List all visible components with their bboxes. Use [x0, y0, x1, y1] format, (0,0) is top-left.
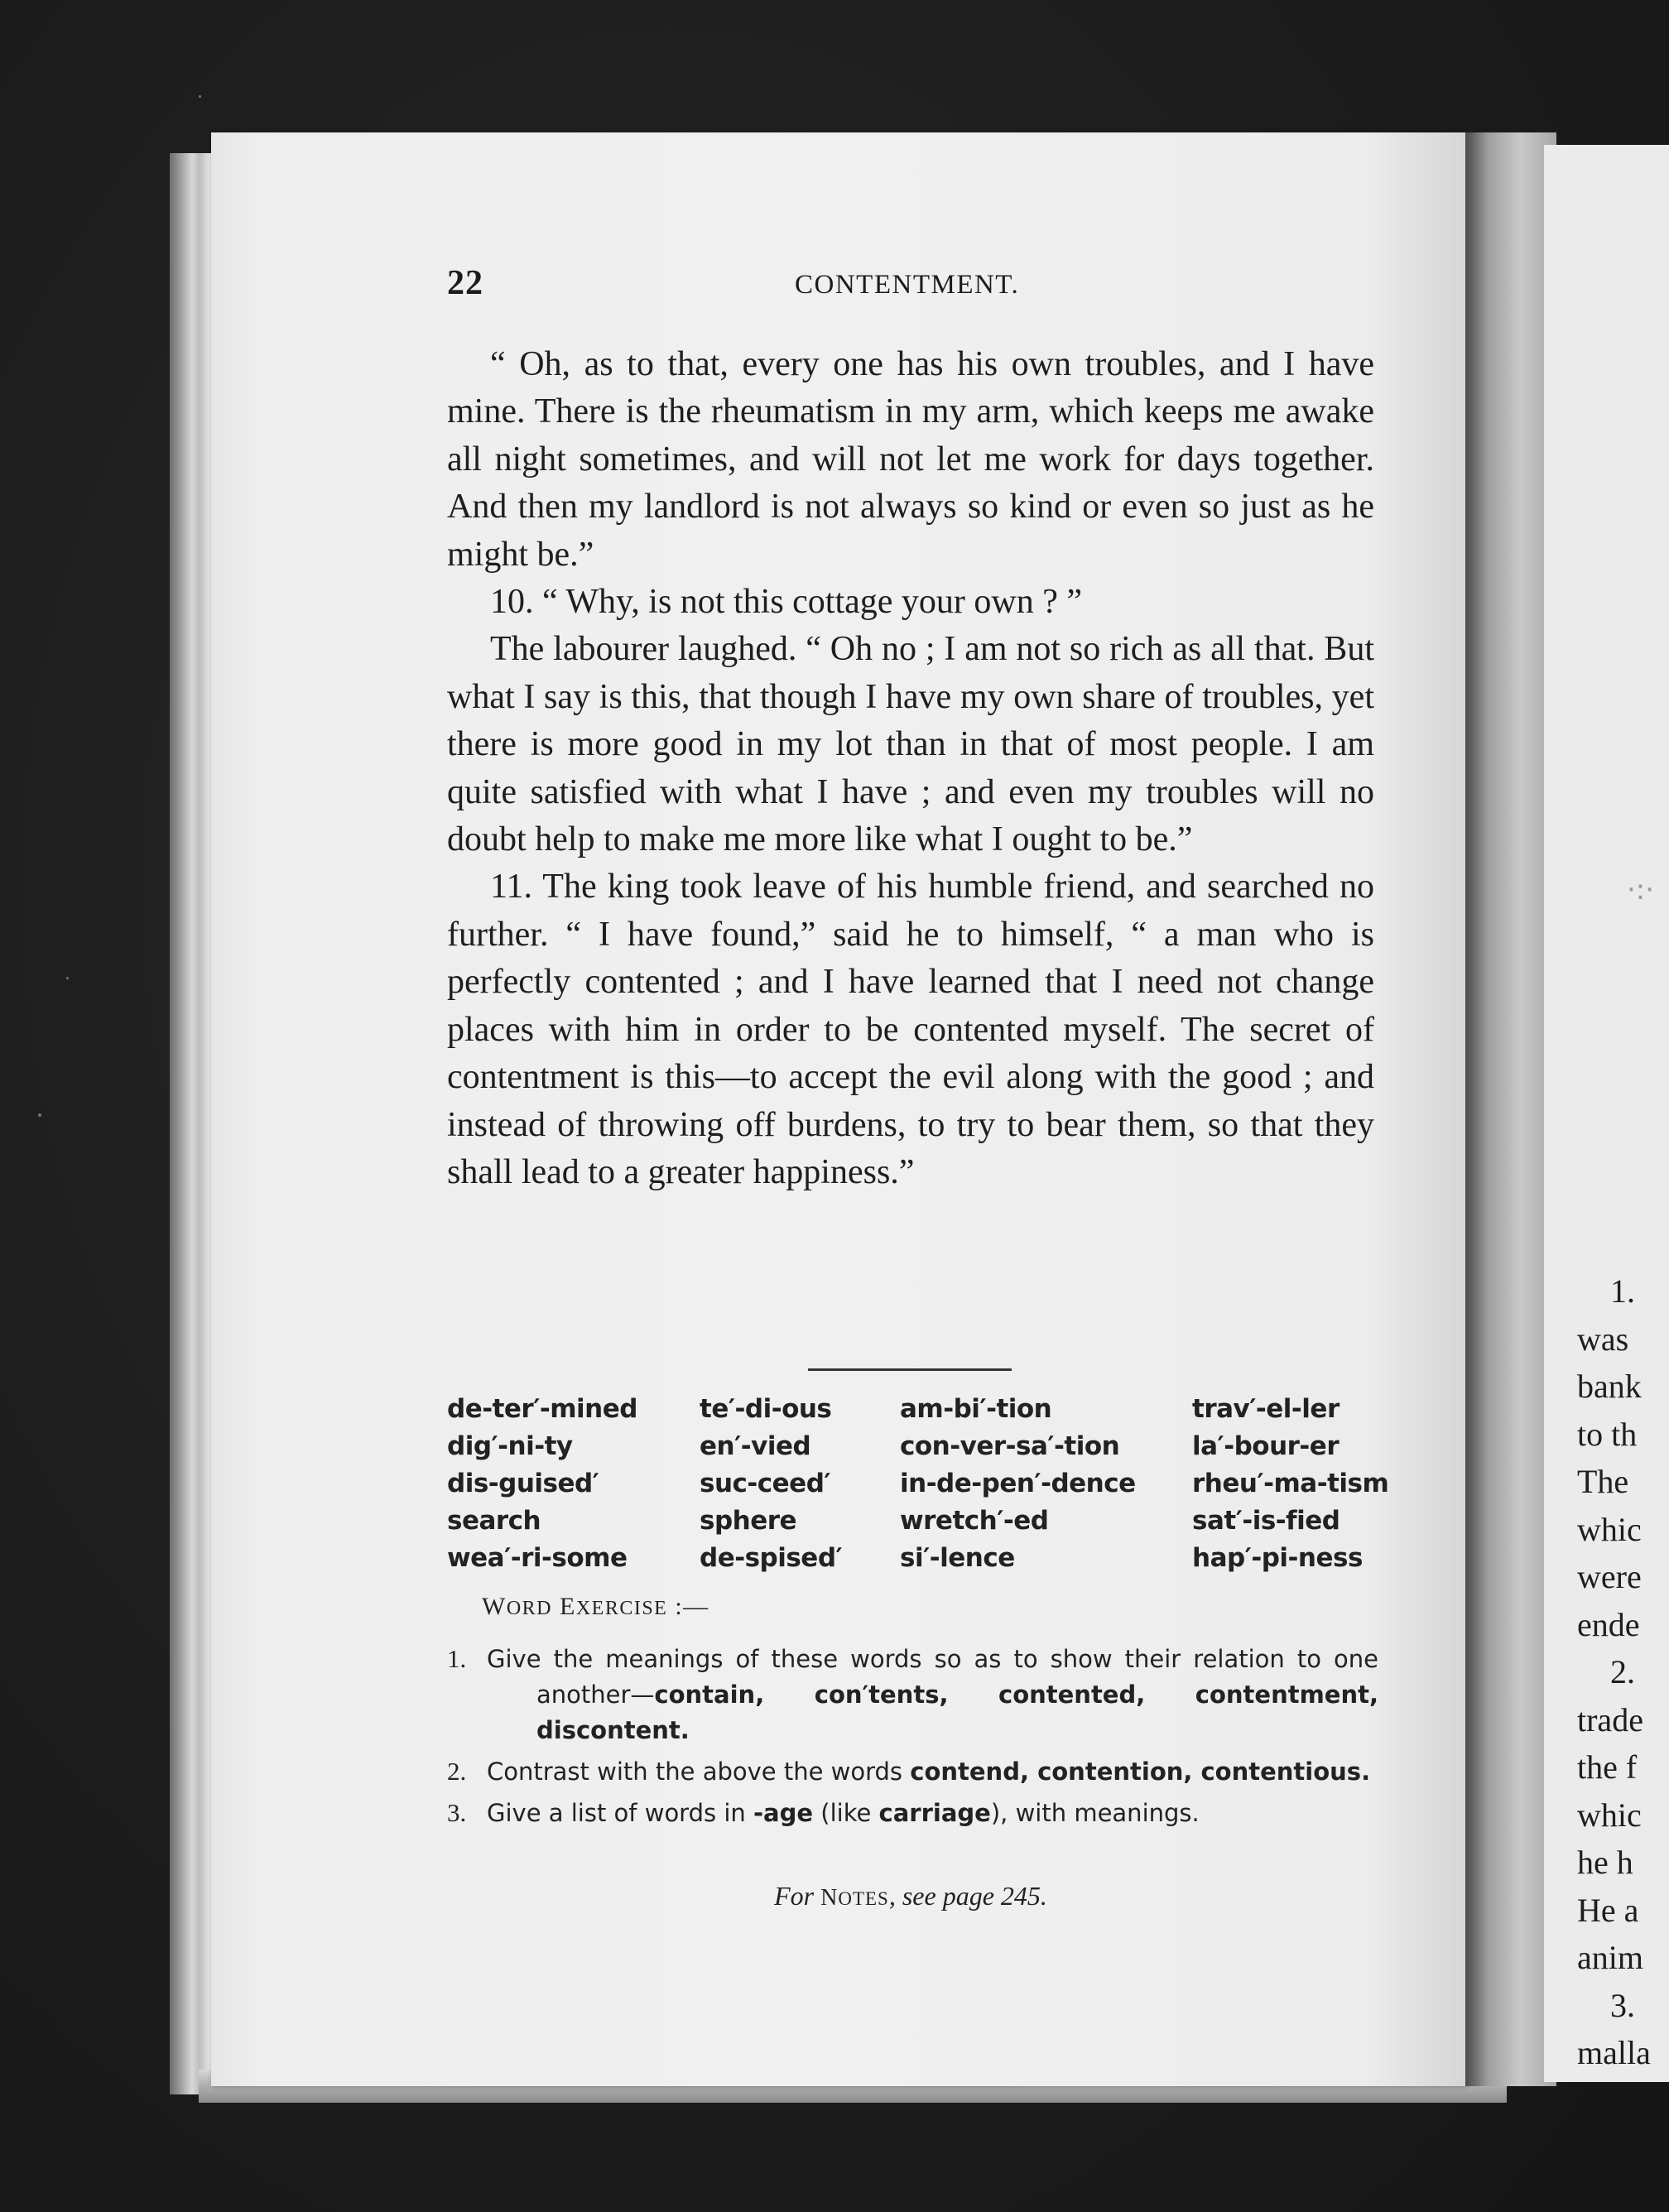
adjacent-line: 3. [1610, 1986, 1635, 2024]
dust-speck [66, 977, 69, 979]
book-gutter [1465, 132, 1556, 2086]
notes-prefix: For [774, 1881, 821, 1911]
story-text [447, 341, 1374, 1196]
paragraph: “ Oh, as to that, every one has his own troubles, and I have mine. There is the rheumatism in my arm, which keeps me awake all night sometimes, and will not let me work for days together. And then my landlord is not always so kind or even so just as he might be.” [447, 345, 1374, 574]
vocabulary-word: con-ver-sa′-tion [900, 1431, 1120, 1461]
exercise-text: Give a list of words in [487, 1799, 753, 1827]
dust-speck [199, 95, 201, 98]
exercise-text: Give the meanings of these words so as to show their relation to one another— [487, 1645, 1378, 1709]
vocabulary-word: search [447, 1506, 541, 1536]
exercise-heading-punct: :— [667, 1593, 709, 1620]
vocabulary-word: in-de-pen′-dence [900, 1469, 1136, 1498]
dust-speck [38, 1113, 41, 1117]
adjacent-page [1544, 145, 1669, 2082]
vocabulary-column [447, 1391, 637, 1577]
vocabulary-word: wretch′-ed [900, 1506, 1049, 1536]
adjacent-page-mark: ·:· [1627, 873, 1655, 906]
vocabulary-word: dis-guised′ [447, 1469, 599, 1498]
vocabulary-word: am-bi′-tion [900, 1394, 1052, 1424]
adjacent-line: 1. [1610, 1272, 1635, 1310]
exercise-keywords: carriage [878, 1799, 991, 1827]
exercise-item [447, 1641, 1378, 1748]
exercise-text: Contrast with the above the words [487, 1758, 911, 1786]
adjacent-line: the f [1577, 1748, 1638, 1786]
exercise-keywords: -age [753, 1799, 814, 1827]
exercise-text: ), with meanings. [990, 1799, 1200, 1827]
exercise-keywords: contain, con′tents, contented, contentment, discontent. [536, 1681, 1378, 1744]
adjacent-line: bank [1577, 1368, 1642, 1405]
exercise-number: 3. [447, 1798, 467, 1827]
vocabulary-word: en′-vied [700, 1431, 811, 1461]
vocabulary-word: sat′-is-fied [1192, 1506, 1340, 1536]
notes-reference [447, 1881, 1374, 1911]
adjacent-line: He a [1577, 1891, 1639, 1929]
vocabulary-word: trav′-el-ler [1192, 1394, 1340, 1424]
paragraph: The labourer laughed. “ Oh no ; I am not so rich as all that. But what I say is this, that though I have my own share of troubles, yet there is more good in my lot than in that of most people. I am quite satisfied with what I have ; and even my troubles will no doubt help to make me more like what I ought to be.” [447, 630, 1374, 859]
vocabulary-word: rheu′-ma-tism [1192, 1469, 1389, 1498]
vocabulary-column [700, 1391, 842, 1577]
vocabulary-column [900, 1391, 1136, 1577]
adjacent-page-text [1577, 1267, 1669, 2077]
vocabulary-word: sphere [700, 1506, 797, 1536]
exercise-heading-smallcaps: ORD [506, 1598, 552, 1619]
paragraph: 11. The king took leave of his humble friend, and searched no further. “ I have found,” said he to himself, “ a man who is perfectly contented ; and I have learned that I need not change places with him in order to be contented myself. The secret of contentment is this—to accept the evil along with the good ; and instead of throwing off burdens, to try to bear them, so that they shall lead to a greater happiness.” [447, 868, 1374, 1191]
page-number: 22 [447, 264, 483, 302]
section-divider [808, 1368, 1012, 1371]
adjacent-line: ende [1577, 1605, 1640, 1643]
adjacent-line: whic [1577, 1510, 1642, 1548]
exercise-list [447, 1641, 1378, 1836]
exercise-heading-initial: W [482, 1593, 507, 1620]
adjacent-line: 2. [1610, 1653, 1635, 1690]
exercise-keywords: contend, contention, contentious. [910, 1758, 1371, 1786]
exercise-item [447, 1753, 1378, 1790]
notes-page-ref: , see page 245. [888, 1881, 1047, 1911]
adjacent-line: to th [1577, 1415, 1638, 1453]
adjacent-line: malla [1577, 2034, 1651, 2071]
vocabulary-word: te′-di-ous [700, 1394, 832, 1424]
exercise-number: 1. [447, 1644, 467, 1673]
adjacent-line: were [1577, 1558, 1642, 1595]
adjacent-line: was [1577, 1320, 1629, 1358]
exercise-heading [482, 1593, 709, 1621]
adjacent-line: The [1577, 1463, 1629, 1500]
paragraph: 10. “ Why, is not this cottage your own ? ” [490, 583, 1083, 622]
exercise-heading-smallcaps: XERCISE [575, 1598, 668, 1619]
adjacent-line: whic [1577, 1796, 1642, 1834]
adjacent-line: trade [1577, 1700, 1643, 1738]
vocabulary-word: wea′-ri-some [447, 1543, 628, 1573]
notes-smallcaps: OTES [838, 1888, 889, 1909]
vocabulary-column [1192, 1391, 1388, 1577]
notes-initial: N [820, 1885, 839, 1911]
vocabulary-word: suc-ceed′ [700, 1469, 831, 1498]
page-header [447, 263, 1374, 313]
exercise-number: 2. [447, 1757, 467, 1786]
vocabulary-word: la′-bour-er [1192, 1431, 1340, 1461]
vocabulary-word: hap′-pi-ness [1192, 1543, 1363, 1573]
exercise-item [447, 1795, 1378, 1831]
vocabulary-word: si′-lence [900, 1543, 1015, 1573]
exercise-text: (like [813, 1799, 879, 1827]
running-title: CONTENTMENT. [795, 270, 1020, 300]
vocabulary-word: de-spised′ [700, 1543, 843, 1573]
adjacent-line: anim [1577, 1939, 1643, 1976]
exercise-heading-initial: E [552, 1593, 576, 1620]
vocabulary-word: de-ter′-mined [447, 1394, 637, 1424]
adjacent-line: he h [1577, 1844, 1633, 1881]
vocabulary-word: dig′-ni-ty [447, 1431, 573, 1461]
